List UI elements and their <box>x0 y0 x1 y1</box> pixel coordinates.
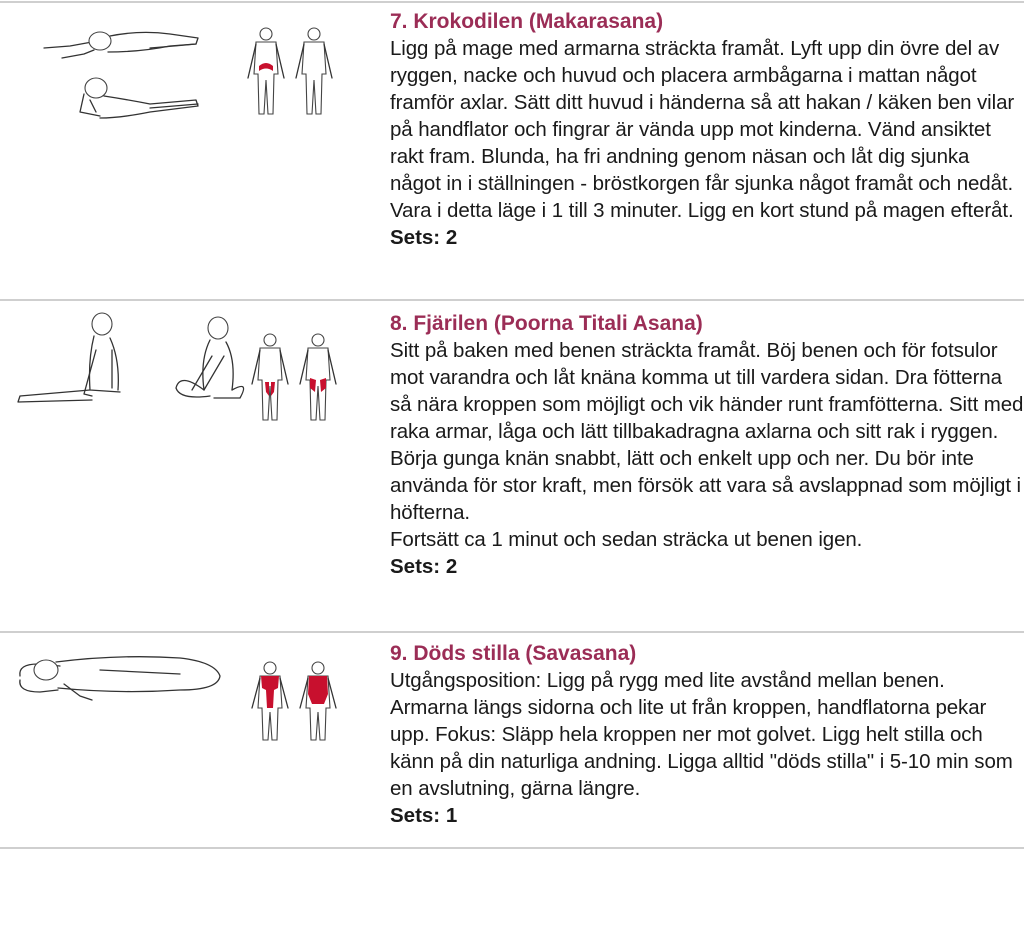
exercise-9-title: 9. Döds stilla (Savasana) <box>390 642 637 665</box>
exercise-7-illustration <box>0 8 380 308</box>
divider-8-9 <box>0 631 1024 633</box>
exercise-8-illustration <box>0 310 380 610</box>
exercise-8-text <box>390 310 1024 580</box>
exercise-7-text <box>390 8 1024 251</box>
exercise-8-title: 8. Fjärilen (Poorna Titali Asana) <box>390 312 703 335</box>
muscle-chart-full-torso-icon <box>248 658 358 748</box>
exercise-9-text <box>390 640 1024 829</box>
exercise-7-description: Ligg på mage med armarna sträckta framåt. Lyft upp din övre del av ryggen, nacke och huvud och placera armbågarna i mattan något framför axlar. Sätt ditt huvud i händerna så att hakan / käken ben vilar på handflator och fingrar är vända upp mot kinderna. Vänd ansiktet rakt fram. Blunda, ha fri andning genom näsan och låt dig sjunka något in i ställningen - bröstkorgen får sjunka något framåt och nedåt. Vara i detta läge i 1 till 3 minuter. Ligg en kort stund på magen efteråt. <box>390 37 1015 222</box>
exercise-9-illustration <box>0 640 380 940</box>
exercise-8-sets: Sets: 2 <box>390 555 458 578</box>
exercise-9-sets: Sets: 1 <box>390 804 458 827</box>
exercise-7-title: 7. Krokodilen (Makarasana) <box>390 10 664 33</box>
exercise-7-sets: Sets: 2 <box>390 226 458 249</box>
muscle-chart-inner-thigh-icon <box>248 330 358 440</box>
exercise-8-description: Sitt på baken med benen sträckta framåt. Böj benen och för fotsulor mot varandra och låt knäna komma ut till vardera sidan. Dra fötterna så nära kroppen som möjligt och vik händer runt framfötterna. Sitt med raka armar, låga och lätt tillbakadragna axlarna och sitt rak i ryggen. Börja gunga knän snabbt, lätt och enkelt upp och ner. Du bör inte använda för stor kraft, men försök att vara så avslappnad som möjligt i höfterna. <box>390 339 1024 524</box>
muscle-chart-lower-back-icon <box>240 24 360 134</box>
exercise-9-description: Utgångsposition: Ligg på rygg med lite avstånd mellan benen. Armarna längs sidorna och lite ut från kroppen, handflatorna pekar upp. Fokus: Släpp hela kroppen ner mot golvet. Ligg helt stilla och känn på din naturliga andning. Ligga alltid "döds stilla" i 5-10 min som en avslutning, gärna längre. <box>390 669 1013 800</box>
exercise-8-description-2: Fortsätt ca 1 minut och sedan sträcka ut benen igen. <box>390 528 863 551</box>
top-divider <box>0 1 1024 3</box>
